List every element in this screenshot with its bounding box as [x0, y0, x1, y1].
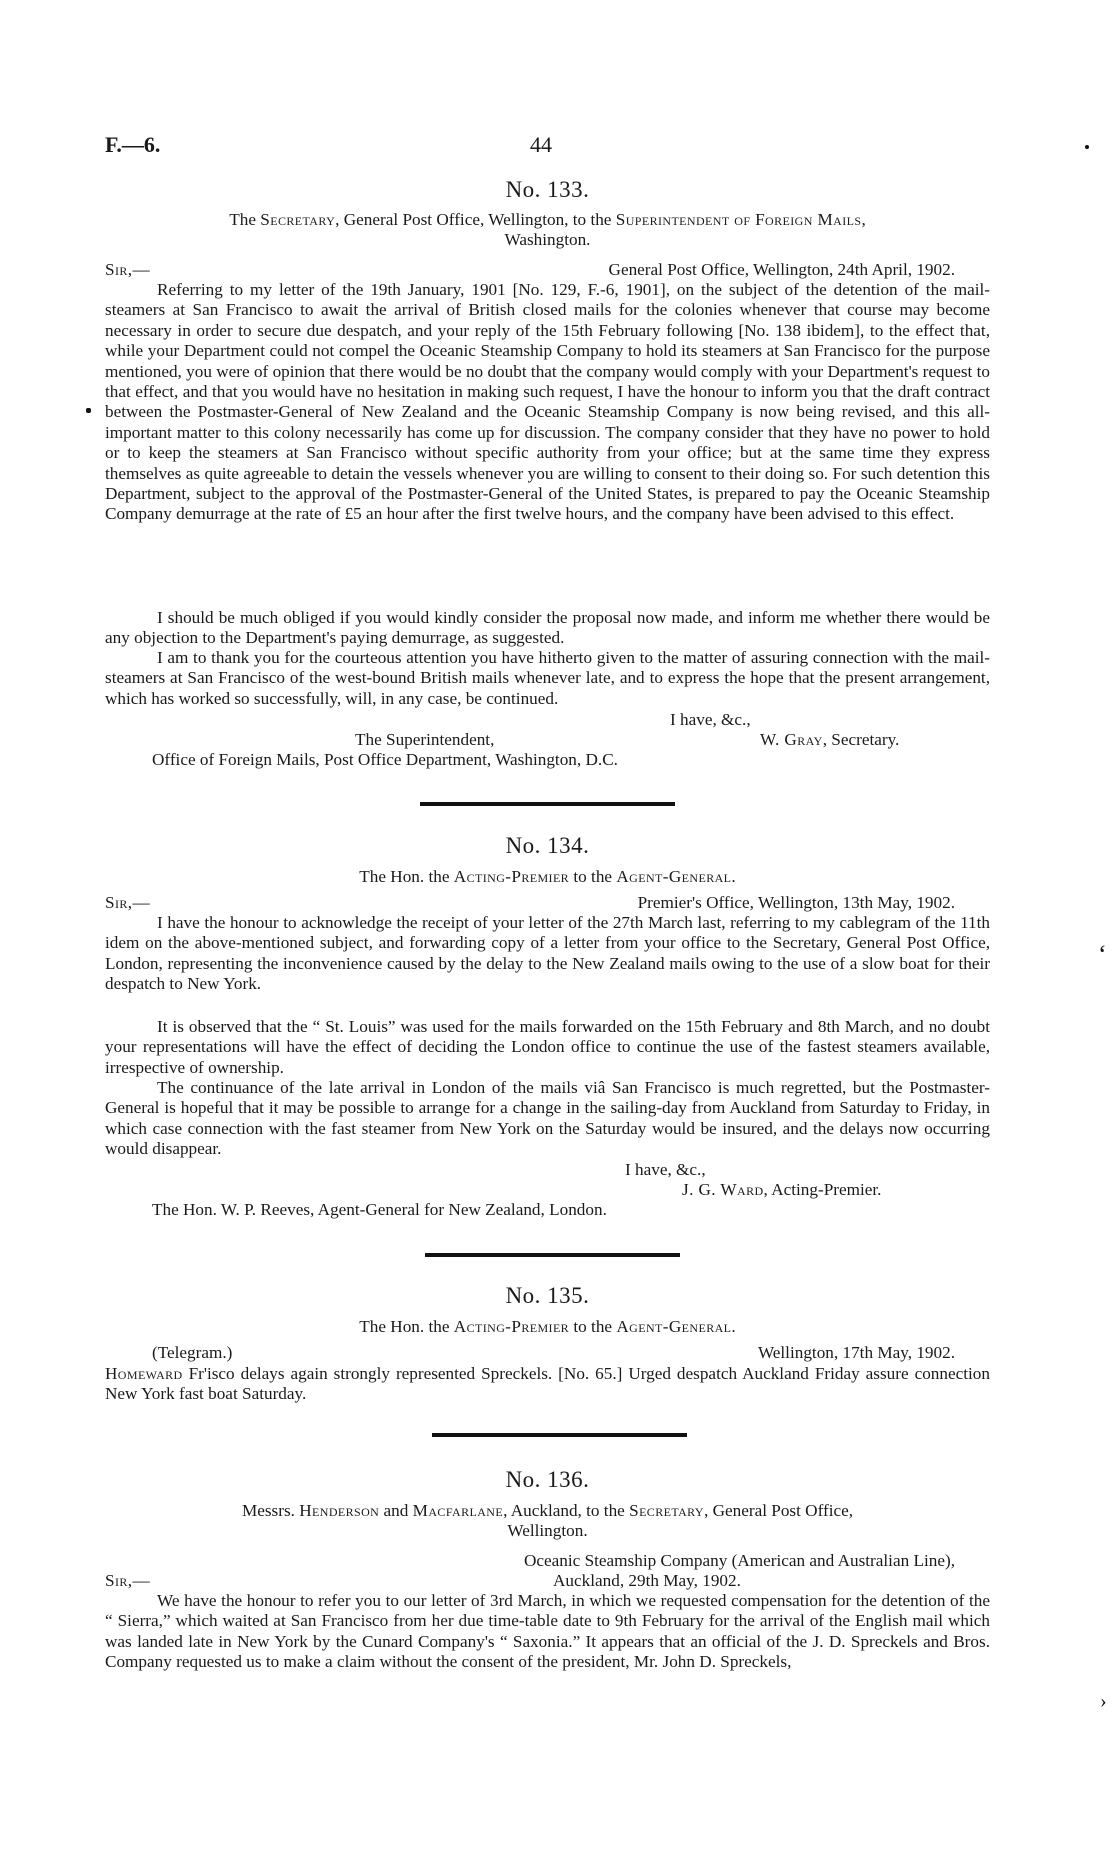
heading-sender: Macfarlane	[412, 1501, 504, 1520]
heading-line2: Washington.	[504, 230, 591, 250]
telegram-text: Fr'isco delays again strongly represented Spreckels. [No. 65.] Urged despatch Auckland Friday assure connection New York fast boat Saturday.	[105, 1364, 990, 1404]
letter-134-paragraph-1: I have the honour to acknowledge the receipt of your letter of the 27th March last, referring to my cablegram of the 11th idem on the above-mentioned subject, and forwarding copy of a letter from your office to the Secretary, General Post Office, London, representing the inconvenience caused by the delay to the New Zealand mails owing to the use of a slow boat for their despatch to New York.	[105, 913, 990, 994]
section-divider	[425, 1253, 680, 1257]
heading-recipient: Agent-General	[616, 867, 732, 886]
signature-title: , Acting-Premier.	[763, 1180, 882, 1199]
heading-sender: Acting-Premier	[453, 867, 570, 886]
heading-recipient: Secretary	[629, 1501, 704, 1520]
heading-text: , Auckland, to the	[503, 1501, 630, 1520]
heading-sender: Secretary	[260, 210, 336, 229]
letter-134-number: No. 134.	[505, 833, 590, 858]
heading-text: The Hon. the	[359, 1317, 454, 1336]
letter-134-signature	[682, 1180, 881, 1200]
heading-recipient: Superintendent of Foreign Mails	[615, 210, 862, 229]
heading-text: to the	[569, 1317, 617, 1336]
heading-text: and	[379, 1501, 413, 1520]
heading-text: .	[731, 1317, 736, 1336]
letter-136-place-line1: Oceanic Steamship Company (American and Australian Line),	[524, 1551, 955, 1570]
letter-133-heading	[105, 210, 990, 251]
letter-133-paragraph-2: I should be much obliged if you would kindly consider the proposal now made, and inform me whether there would be any objection to the Department's paying demurrage, as suggested.	[105, 608, 990, 648]
telegram-first-word: Homeward	[105, 1364, 183, 1383]
heading-text: Messrs.	[241, 1501, 300, 1520]
letter-133-paragraph-3: I am to thank you for the courteous attention you have hitherto given to the matter of assuring connection with the mail-steamers at San Francisco of the west-bound British mails whenever late, and to express the hope that the present arrangement, which has worked so successfully, will, in any case, be continued.	[105, 648, 990, 708]
letter-135-heading	[105, 1317, 990, 1337]
letter-133-addressee-line2: Office of Foreign Mails, Post Office Department, Washington, D.C.	[152, 750, 618, 769]
signature-title: , Secretary.	[822, 730, 900, 749]
letter-136-salutation: Sir,—	[105, 1571, 151, 1590]
scan-mark: ‘	[1098, 940, 1107, 969]
signature-name: W. Gray	[760, 730, 823, 749]
heading-text: The	[229, 210, 261, 229]
letter-134-addressee: The Hon. W. P. Reeves, Agent-General for New Zealand, London.	[152, 1200, 607, 1219]
page-number: 44	[530, 132, 552, 157]
letter-134-salutation: Sir,—	[105, 893, 151, 912]
letter-135-body	[105, 1364, 990, 1405]
heading-text: , General Post Office, Wellington, to the	[335, 210, 616, 229]
heading-text: , General Post Office,	[703, 1501, 854, 1520]
heading-text: ,	[861, 210, 866, 229]
signature-name: J. G. Ward	[682, 1180, 764, 1199]
heading-recipient: Agent-General	[616, 1317, 732, 1336]
heading-text: .	[731, 867, 736, 886]
letter-136-paragraph-1: We have the honour to refer you to our letter of 3rd March, in which we requested compensation for the detention of the “ Sierra,” which waited at San Francisco from her due time-table date to 9th February for the arrival of the English mail which was landed late in New York by the Cunard Company's “ Saxonia.” It appears that an official of the J. D. Spreckels and Bros. Company requested us to make a claim without the consent of the president, Mr. John D. Spreckels,	[105, 1591, 990, 1672]
letter-135-place-date: Wellington, 17th May, 1902.	[757, 1343, 955, 1362]
letter-133-addressee-line1: The Superintendent,	[355, 730, 495, 749]
letter-133-salutation: Sir,—	[105, 260, 151, 279]
letter-133-number: No. 133.	[505, 177, 590, 202]
section-divider	[420, 802, 675, 806]
letter-134-paragraph-3: The continuance of the late arrival in London of the mails viâ San Francisco is much regretted, but the Postmaster-General is hopeful that it may be possible to arrange for a change in the sailing-day from Auckland from Saturday to Friday, in which case connection with the fast steamer from New York on the Saturday would be insured, and the delays now occurring would disappear.	[105, 1078, 990, 1159]
letter-136-number: No. 136.	[505, 1467, 590, 1492]
letter-135-type: (Telegram.)	[152, 1343, 233, 1362]
letter-136-place-line2: Auckland, 29th May, 1902.	[553, 1571, 741, 1590]
scan-speck	[1085, 145, 1089, 149]
letter-134-place-date: Premier's Office, Wellington, 13th May, 1902.	[637, 893, 955, 912]
letter-133-paragraph-1: Referring to my letter of the 19th January, 1901 [No. 129, F.-6, 1901], on the subject of the detention of the mail-steamers at San Francisco to await the arrival of British closed mails for the colonies whenever that course may become necessary in order to secure due despatch, and your reply of the 15th February following [No. 138 ibidem], to the effect that, while your Department could not compel the Oceanic Steamship Company to hold its steamers at San Francisco for the purpose mentioned, you were of opinion that there would be no doubt that the company would comply with your Department's request to that effect, and that you would have no hesitation in making such request, I have the honour to inform you that the draft contract between the Postmaster-General of New Zealand and the Oceanic Steamship Company is now being revised, and this all-important matter to this colony necessarily has come up for discussion. The company consider that they have no power to hold or to keep the steamers at San Francisco without specific authority from your office; but at the same time they express themselves as quite agreeable to detain the vessels whenever you are willing to consent to their doing so. For such detention this Department, subject to the approval of the Postmaster-General of the United States, is prepared to pay the Oceanic Steamship Company demurrage at the rate of £5 an hour after the first twelve hours, and the company have been advised to this effect.	[105, 280, 990, 524]
heading-sender: Henderson	[299, 1501, 380, 1520]
heading-text: The Hon. the	[359, 867, 454, 886]
letter-134-paragraph-2: It is observed that the “ St. Louis” was used for the mails forwarded on the 15th February and 8th March, and no doubt your representations will have the effect of deciding the London office to continue the use of the fastest steamers available, irrespective of ownership.	[105, 1017, 990, 1077]
heading-text: to the	[569, 867, 617, 886]
heading-sender: Acting-Premier	[453, 1317, 570, 1336]
letter-133-place-date: General Post Office, Wellington, 24th April, 1902.	[608, 260, 955, 279]
letter-134-heading	[105, 867, 990, 887]
scan-speck	[86, 408, 91, 413]
heading-line2: Wellington.	[507, 1521, 588, 1541]
letter-135-number: No. 135.	[505, 1283, 590, 1308]
letter-133-closing: I have, &c.,	[670, 710, 751, 729]
letter-133-signature	[760, 730, 899, 750]
letter-136-heading	[105, 1501, 990, 1542]
letter-134-closing: I have, &c.,	[625, 1160, 706, 1179]
section-divider	[432, 1433, 687, 1437]
page-reference: F.—6.	[105, 132, 161, 157]
scan-mark: ›	[1100, 1690, 1107, 1712]
